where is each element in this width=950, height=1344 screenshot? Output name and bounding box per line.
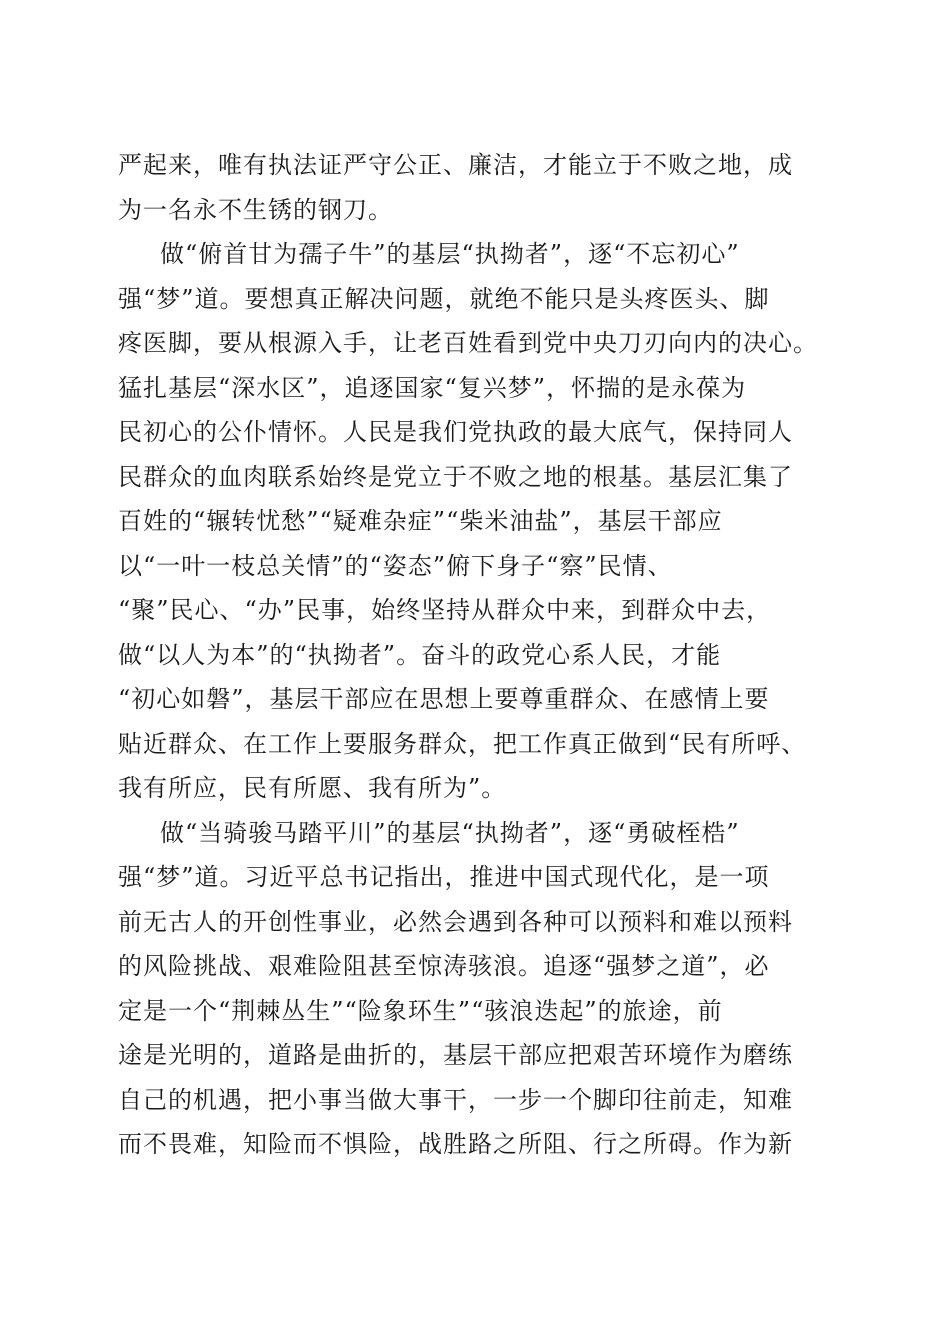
text-line: 强“梦”道。习近平总书记指出，推进中国式现代化，是一项 xyxy=(118,863,770,891)
text-line: 民初心的公仆情怀。人民是我们党执政的最大底气，保持同人 xyxy=(118,418,793,446)
text-line: 以“一叶一枝总关情”的“姿态”俯下身子“察”民情、 xyxy=(118,551,673,580)
text-line: 途是光明的，道路是曲折的，基层干部应把艰苦环境作为磨练 xyxy=(118,1041,793,1069)
text-line: “初心如磐”，基层干部应在思想上要尊重群众、在感情上要 xyxy=(118,685,770,713)
text-line: 民群众的血肉联系始终是党立于不败之地的根基。基层汇集了 xyxy=(118,462,793,491)
text-line: 百姓的“辗转忧愁”“疑难杂症”“柴米油盐”，基层干部应 xyxy=(118,507,723,535)
text-line: 贴近群众、在工作上要服务群众，把工作真正做到“民有所呼、 xyxy=(118,729,807,758)
paragraph-start-line: 做“俯首甘为孺子牛”的基层“执拗者”，逐“不忘初心” xyxy=(160,240,740,268)
text-line: 自己的机遇，把小事当做大事干，一步一个脚印往前走，知难 xyxy=(118,1085,793,1114)
body-text xyxy=(118,143,848,1167)
text-line: 的风险挑战、艰难险阻甚至惊涛骇浪。追逐“强梦之道”，必 xyxy=(118,952,770,980)
text-line: “聚”民心、“办”民事，始终坚持从群众中来，到群众中去， xyxy=(118,596,772,624)
text-line: 疼医脚，要从根源入手，让老百姓看到党中央刀刃向内的决心。 xyxy=(118,329,818,357)
text-line: 前无古人的开创性事业，必然会遇到各种可以预料和难以预料 xyxy=(118,907,793,936)
text-line: 猛扎基层“深水区”，追逐国家“复兴梦”，怀揣的是永葆为 xyxy=(118,373,747,402)
paragraph-start-line: 做“当骑骏马踏平川”的基层“执拗者”，逐“勇破桎梏” xyxy=(160,818,740,847)
text-line: 强“梦”道。要想真正解决问题，就绝不能只是头疼医头、脚 xyxy=(118,284,770,313)
text-line: 为一名永不生锈的钢刀。 xyxy=(118,195,393,224)
text-line: 我有所应，民有所愿、我有所为”。 xyxy=(118,774,507,802)
text-line: 做“以人为本”的“执拗者”。奋斗的政党心系人民，才能 xyxy=(118,640,722,669)
text-line: 定是一个“荆棘丛生”“险象环生”“骇浪迭起”的旅途，前 xyxy=(118,996,723,1025)
text-line: 而不畏难，知险而不惧险，战胜路之所阻、行之所碍。作为新 xyxy=(118,1130,793,1158)
text-line: 严起来，唯有执法证严守公正、廉洁，才能立于不败之地，成 xyxy=(118,151,793,179)
